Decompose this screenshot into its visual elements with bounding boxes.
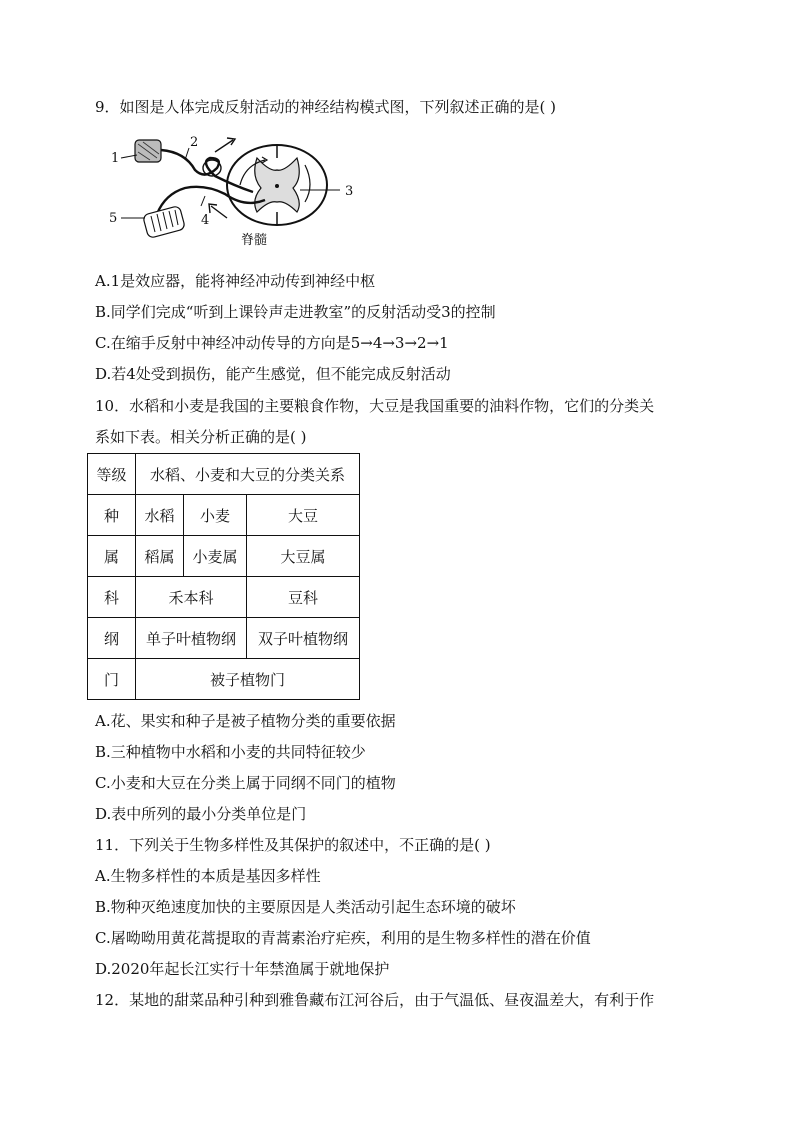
table-row	[88, 618, 360, 659]
sensory-neuron	[161, 150, 253, 192]
q10-option-c: C.小麦和大豆在分类上属于同纲不同门的植物	[95, 774, 396, 792]
classification-table	[87, 453, 360, 700]
table-cell: 小麦属	[184, 536, 247, 577]
q9-option-d: D.若4处受到损伤，能产生感觉，但不能完成反射活动	[95, 365, 451, 383]
label-3: 3	[345, 184, 354, 199]
table-cell: 大豆	[247, 495, 360, 536]
table-cell: 种	[88, 495, 136, 536]
table-cell: 被子植物门	[136, 659, 360, 700]
label-1: 1	[111, 151, 120, 166]
table-cell: 门	[88, 659, 136, 700]
q9-option-a: A.1是效应器，能将神经冲动传到神经中枢	[95, 272, 376, 290]
table-row	[88, 577, 360, 618]
table-cell: 大豆属	[247, 536, 360, 577]
label-4: 4	[201, 213, 210, 228]
q9-option-b: B.同学们完成“听到上课铃声走进教室”的反射活动受3的控制	[95, 303, 496, 321]
table-header-cell: 水稻、小麦和大豆的分类关系	[136, 454, 360, 495]
q9-option-c: C.在缩手反射中神经冲动传导的方向是5→4→3→2→1	[95, 334, 449, 352]
table-cell: 豆科	[247, 577, 360, 618]
effector	[143, 205, 186, 238]
q11-option-b: B.物种灭绝速度加快的主要原因是人类活动引起生态环境的破坏	[95, 898, 516, 916]
figure-caption: 脊髓	[241, 233, 268, 248]
table-cell: 水稻	[136, 495, 184, 536]
table-row	[88, 495, 360, 536]
q10-option-b: B.三种植物中水稻和小麦的共同特征较少	[95, 743, 366, 761]
table-cell: 属	[88, 536, 136, 577]
table-header-cell: 等级	[88, 454, 136, 495]
table-cell: 双子叶植物纲	[247, 618, 360, 659]
table-row	[88, 659, 360, 700]
question-10-stem-line2: 系如下表。相关分析正确的是( )	[95, 428, 307, 446]
question-10-stem-line1: 10．水稻和小麦是我国的主要粮食作物，大豆是我国重要的油料作物，它们的分类关	[95, 397, 655, 415]
question-11-stem: 11．下列关于生物多样性及其保护的叙述中，不正确的是( )	[95, 836, 491, 854]
label-5: 5	[109, 211, 118, 226]
q11-option-d: D.2020年起长江实行十年禁渔属于就地保护	[95, 960, 390, 978]
table-cell: 纲	[88, 618, 136, 659]
question-9-stem: 9．如图是人体完成反射活动的神经结构模式图，下列叙述正确的是( )	[95, 98, 557, 116]
q11-option-a: A.生物多样性的本质是基因多样性	[95, 867, 321, 885]
table-cell: 稻属	[136, 536, 184, 577]
table-cell: 禾本科	[136, 577, 247, 618]
table-cell: 科	[88, 577, 136, 618]
table-cell: 单子叶植物纲	[136, 618, 247, 659]
label-2: 2	[190, 135, 199, 150]
table-header-row	[88, 454, 360, 495]
table-cell: 小麦	[184, 495, 247, 536]
q10-option-a: A.花、果实和种子是被子植物分类的重要依据	[95, 712, 396, 730]
table-row	[88, 536, 360, 577]
question-12-stem-line1: 12．某地的甜菜品种引种到雅鲁藏布江河谷后，由于气温低、昼夜温差大，有利于作	[95, 991, 655, 1009]
q11-option-c: C.屠呦呦用黄花蒿提取的青蒿素治疗疟疾，利用的是生物多样性的潜在价值	[95, 929, 591, 947]
reflex-arc-diagram	[105, 130, 365, 250]
q10-option-d: D.表中所列的最小分类单位是门	[95, 805, 307, 823]
